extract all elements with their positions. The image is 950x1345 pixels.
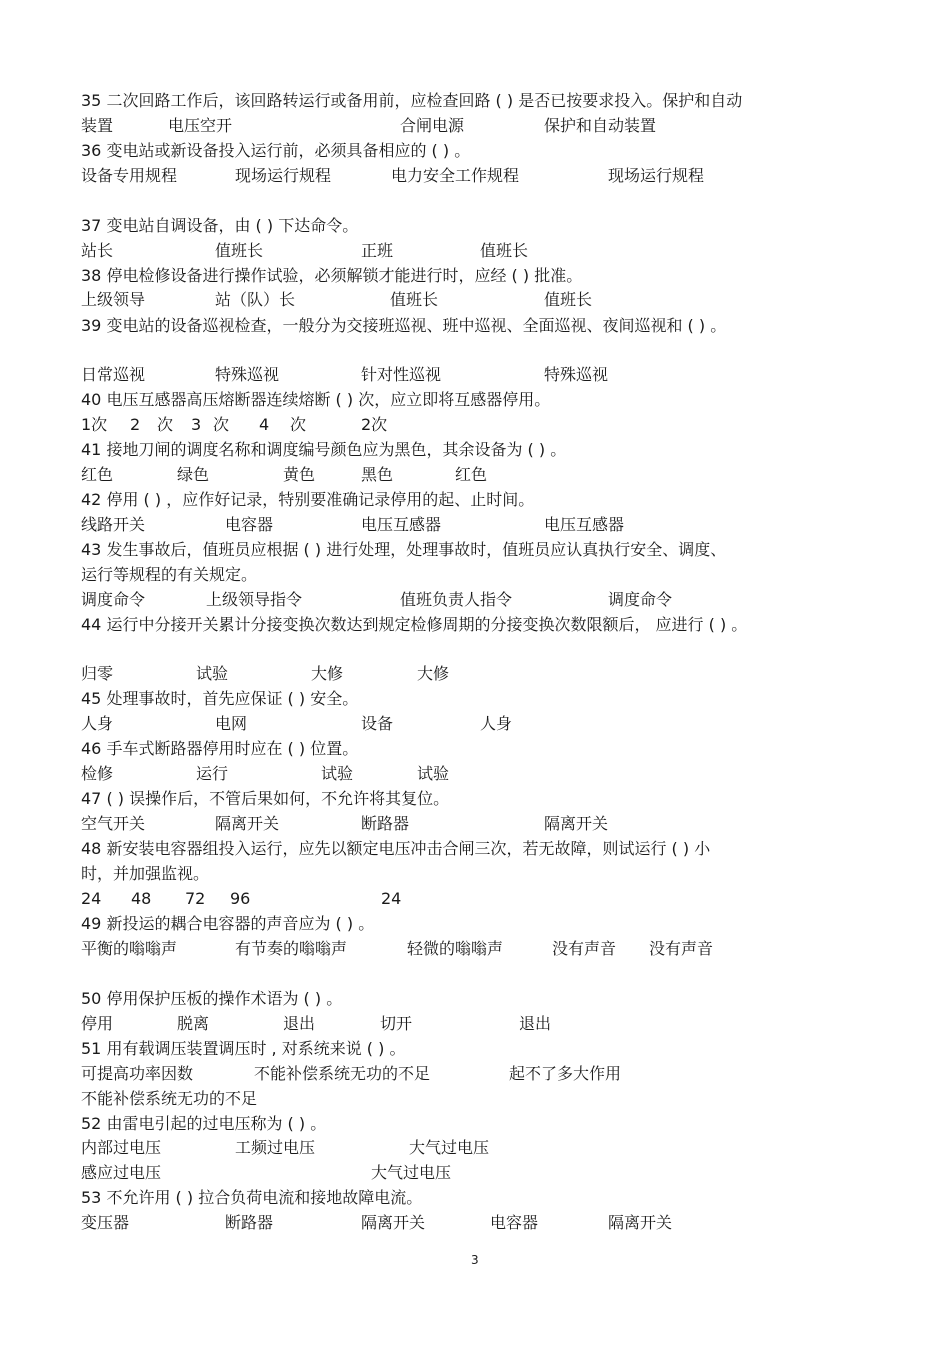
option: 电压互感器 — [361, 515, 442, 534]
question-stem: 53 不允许用 ( ) 拉合负荷电流和接地故障电流。 — [81, 1188, 423, 1207]
option: 大气过电压 — [409, 1138, 490, 1157]
question-stem: 52 由雷电引起的过电压称为 ( ) 。 — [81, 1114, 327, 1133]
question-stem: 36 变电站或新设备投入运行前，必须具备相应的 ( ) 。 — [81, 141, 471, 160]
option: 针对性巡视 — [361, 365, 442, 384]
option: 正班 — [361, 241, 394, 260]
question-stem: 50 停用保护压板的操作术语为 ( ) 。 — [81, 989, 343, 1008]
option: 起不了多大作用 — [509, 1064, 622, 1083]
option: 红色 — [455, 465, 488, 484]
option: 3 — [191, 415, 202, 434]
option: 电压互感器 — [544, 515, 625, 534]
option: 值班长 — [390, 290, 439, 309]
question-stem: 48 新安装电容器组投入运行，应先以额定电压冲击合闸三次，若无故障，则试运行 ( ) 小 — [81, 839, 711, 858]
option: 没有声音 — [649, 939, 714, 958]
option: 隔离开关 — [361, 1213, 426, 1232]
option: 值班长 — [215, 241, 264, 260]
option: 电容器 — [225, 515, 274, 534]
question-stem: 41 接地刀闸的调度名称和调度编号颜色应为黑色，其余设备为 ( ) 。 — [81, 440, 567, 459]
option: 装置 — [81, 116, 114, 135]
option: 黑色 — [361, 465, 394, 484]
option: 调度命令 — [81, 590, 146, 609]
option: 值班长 — [544, 290, 593, 309]
option: 线路开关 — [81, 515, 146, 534]
option: 72 — [185, 889, 206, 908]
question-stem: 35 二次回路工作后，该回路转运行或备用前，应检查回路 ( ) 是否已按要求投入。保护和自动 — [81, 91, 743, 110]
option: 大修 — [417, 664, 450, 683]
option: 工频过电压 — [235, 1138, 316, 1157]
option: 现场运行规程 — [235, 166, 332, 185]
option: 电网 — [215, 714, 248, 733]
option: 次 — [290, 415, 307, 434]
option: 感应过电压 — [81, 1163, 162, 1182]
option: 退出 — [283, 1014, 316, 1033]
option: 黄色 — [283, 465, 316, 484]
option: 平衡的嗡嗡声 — [81, 939, 178, 958]
option: 试验 — [321, 764, 354, 783]
option: 没有声音 — [552, 939, 617, 958]
question-stem: 45 处理事故时，首先应保证 ( ) 安全。 — [81, 689, 359, 708]
question-stem-continued: 运行等规程的有关规定。 — [81, 565, 258, 584]
option: 合闸电源 — [400, 116, 465, 135]
option: 2次 — [361, 415, 388, 434]
option: 保护和自动装置 — [544, 116, 657, 135]
question-stem: 40 电压互感器高压熔断器连续熔断 ( ) 次，应立即将互感器停用。 — [81, 390, 551, 409]
option: 隔离开关 — [215, 814, 280, 833]
question-stem: 43 发生事故后，值班员应根据 ( ) 进行处理，处理事故时，值班员应认真执行安全、调度、 — [81, 540, 727, 559]
option: 特殊巡视 — [544, 365, 609, 384]
option: 人身 — [81, 714, 114, 733]
option: 试验 — [196, 664, 229, 683]
option: 隔离开关 — [544, 814, 609, 833]
option: 次 — [157, 415, 174, 434]
question-stem: 51 用有载调压装置调压时 , 对系统来说 ( ) 。 — [81, 1039, 406, 1058]
question-stem: 47 ( ) 误操作后，不管后果如何，不允许将其复位。 — [81, 789, 450, 808]
option: 24 — [381, 889, 402, 908]
option: 绿色 — [177, 465, 210, 484]
option: 不能补偿系统无功的不足 — [254, 1064, 431, 1083]
question-stem: 42 停用 ( ) ，应作好记录，特别要准确记录停用的起、止时间。 — [81, 490, 535, 509]
option: 归零 — [81, 664, 114, 683]
option: 上级领导 — [81, 290, 146, 309]
option: 可提高功率因数 — [81, 1064, 194, 1083]
option: 空气开关 — [81, 814, 146, 833]
option: 内部过电压 — [81, 1138, 162, 1157]
option: 轻微的嗡嗡声 — [407, 939, 504, 958]
question-stem: 39 变电站的设备巡视检查，一般分为交接班巡视、班中巡视、全面巡视、夜间巡视和 ( ) 。 — [81, 316, 727, 335]
option: 运行 — [196, 764, 229, 783]
option: 试验 — [417, 764, 450, 783]
option: 站（队）长 — [215, 290, 296, 309]
option: 人身 — [480, 714, 513, 733]
option: 隔离开关 — [608, 1213, 673, 1232]
option: 48 — [131, 889, 152, 908]
option: 现场运行规程 — [608, 166, 705, 185]
option: 调度命令 — [608, 590, 673, 609]
option: 4 — [259, 415, 270, 434]
option: 1次 — [81, 415, 108, 434]
option: 日常巡视 — [81, 365, 146, 384]
option: 站长 — [81, 241, 114, 260]
option: 切开 — [380, 1014, 413, 1033]
option: 退出 — [519, 1014, 552, 1033]
question-stem: 44 运行中分接开关累计分接变换次数达到规定检修周期的分接变换次数限额后， 应进行 ( ) 。 — [81, 615, 748, 634]
option: 电容器 — [490, 1213, 539, 1232]
option: 2 — [130, 415, 141, 434]
question-stem: 38 停电检修设备进行操作试验，必须解锁才能进行时，应经 ( ) 批准。 — [81, 266, 583, 285]
option: 24 — [81, 889, 102, 908]
option: 设备 — [361, 714, 394, 733]
option: 不能补偿系统无功的不足 — [81, 1089, 258, 1108]
option: 特殊巡视 — [215, 365, 280, 384]
option: 电压空开 — [168, 116, 233, 135]
option: 脱离 — [177, 1014, 210, 1033]
question-stem: 46 手车式断路器停用时应在 ( ) 位置。 — [81, 739, 359, 758]
option: 大修 — [311, 664, 344, 683]
option: 有节奏的嗡嗡声 — [235, 939, 348, 958]
option: 电力安全工作规程 — [391, 166, 520, 185]
option: 检修 — [81, 764, 114, 783]
option: 停用 — [81, 1014, 114, 1033]
option: 红色 — [81, 465, 114, 484]
option: 设备专用规程 — [81, 166, 178, 185]
option: 次 — [213, 415, 230, 434]
option: 值班长 — [480, 241, 529, 260]
option: 值班负责人指令 — [400, 590, 513, 609]
question-stem-continued: 时，并加强监视。 — [81, 864, 210, 883]
option: 大气过电压 — [371, 1163, 452, 1182]
option: 断路器 — [225, 1213, 274, 1232]
page-number: 3 — [471, 1253, 479, 1267]
option: 变压器 — [81, 1213, 130, 1232]
option: 上级领导指令 — [206, 590, 303, 609]
option: 96 — [230, 889, 251, 908]
option: 断路器 — [361, 814, 410, 833]
question-stem: 37 变电站自调设备，由 ( ) 下达命令。 — [81, 216, 359, 235]
question-stem: 49 新投运的耦合电容器的声音应为 ( ) 。 — [81, 914, 375, 933]
